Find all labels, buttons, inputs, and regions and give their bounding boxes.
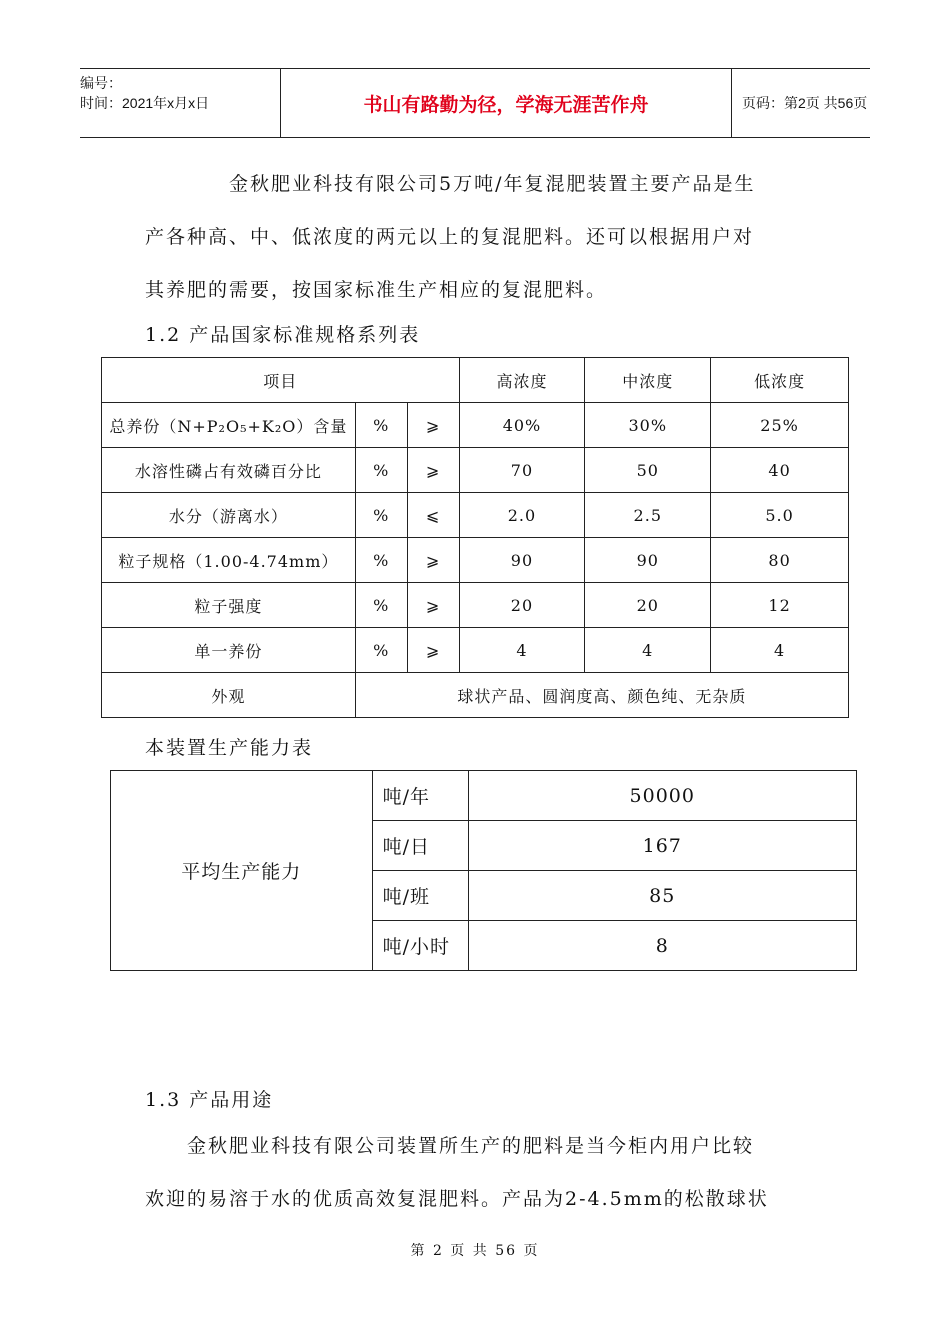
table-row (111, 771, 857, 821)
spec-operator: ⩽ (407, 493, 459, 538)
table-row (102, 583, 849, 628)
spec-operator: ⩾ (407, 628, 459, 673)
section-1-2-title: 1.2 产品国家标准规格系列表 (145, 324, 421, 346)
capacity-unit: 吨/日 (372, 821, 468, 871)
spec-header-high: 高浓度 (459, 358, 585, 403)
capacity-value: 167 (468, 821, 856, 871)
capacity-value: 8 (468, 921, 856, 971)
spec-high: 20 (459, 583, 585, 628)
intro-line: 其养肥的需要，按国家标准生产相应的复混肥料。 (145, 279, 608, 301)
spec-mid: 90 (585, 538, 711, 583)
spec-unit: % (355, 583, 407, 628)
spec-unit: % (355, 448, 407, 493)
document-header (80, 68, 870, 138)
spec-operator: ⩾ (407, 448, 459, 493)
spec-unit: % (355, 403, 407, 448)
spec-high: 4 (459, 628, 585, 673)
spec-name: 单一养份 (102, 628, 356, 673)
usage-line: 欢迎的易溶于水的优质高效复混肥料。产品为2-4.5mm的松散球状 (145, 1188, 769, 1210)
spec-unit: % (355, 493, 407, 538)
spec-high: 90 (459, 538, 585, 583)
spec-header-low: 低浓度 (711, 358, 849, 403)
header-page-code: 页码：第2页 共56页 (742, 95, 868, 111)
spec-header-mid: 中浓度 (585, 358, 711, 403)
spec-operator: ⩾ (407, 583, 459, 628)
spec-mid: 4 (585, 628, 711, 673)
spec-table (101, 357, 849, 718)
table-row (102, 403, 849, 448)
table-row (102, 628, 849, 673)
spec-high: 70 (459, 448, 585, 493)
table-row (102, 448, 849, 493)
table-row (102, 493, 849, 538)
page-footer: 第 2 页 共 56 页 (410, 1243, 540, 1259)
intro-line: 产各种高、中、低浓度的两元以上的复混肥料。还可以根据用户对 (145, 226, 755, 248)
spec-name: 水分（游离水） (102, 493, 356, 538)
spec-unit: % (355, 538, 407, 583)
spec-header-row (102, 358, 849, 403)
spec-low: 80 (711, 538, 849, 583)
spec-high: 2.0 (459, 493, 585, 538)
spec-header-item: 项目 (102, 358, 460, 403)
spec-unit: % (355, 628, 407, 673)
spec-name: 粒子强度 (102, 583, 356, 628)
header-meta (80, 69, 280, 137)
spec-name: 水溶性磷占有效磷百分比 (102, 448, 356, 493)
spec-mid: 30% (585, 403, 711, 448)
spec-name: 粒子规格（1.00-4.74mm） (102, 538, 356, 583)
capacity-unit: 吨/年 (372, 771, 468, 821)
spec-mid: 2.5 (585, 493, 711, 538)
document-time: 时间：2021年x月x日 (80, 95, 210, 111)
spec-appearance-value: 球状产品、圆润度高、颜色纯、无杂质 (355, 673, 848, 718)
usage-line: 金秋肥业科技有限公司装置所生产的肥料是当今柜内用户比较 (187, 1135, 755, 1157)
spec-low: 4 (711, 628, 849, 673)
header-motto: 书山有路勤为径，学海无涯苦作舟 (363, 93, 649, 116)
spec-operator: ⩾ (407, 403, 459, 448)
spec-mid: 50 (585, 448, 711, 493)
spec-high: 40% (459, 403, 585, 448)
spec-low: 5.0 (711, 493, 849, 538)
usage-paragraph (145, 1120, 805, 1226)
header-motto-cell (280, 69, 732, 137)
document-number-label: 编号： (80, 75, 122, 91)
spec-mid: 20 (585, 583, 711, 628)
capacity-title: 本装置生产能力表 (145, 737, 314, 759)
spec-low: 25% (711, 403, 849, 448)
section-1-3-title: 1.3 产品用途 (145, 1089, 274, 1111)
capacity-label: 平均生产能力 (111, 771, 373, 971)
capacity-value: 50000 (468, 771, 856, 821)
capacity-table (110, 770, 857, 971)
capacity-unit: 吨/小时 (372, 921, 468, 971)
spec-appearance-label: 外观 (102, 673, 356, 718)
spec-low: 40 (711, 448, 849, 493)
spec-name: 总养份（N+P₂O₅+K₂O）含量 (102, 403, 356, 448)
spec-operator: ⩾ (407, 538, 459, 583)
spec-appearance-row (102, 673, 849, 718)
intro-paragraph (145, 158, 805, 317)
table-row (102, 538, 849, 583)
capacity-unit: 吨/班 (372, 871, 468, 921)
capacity-value: 85 (468, 871, 856, 921)
spec-low: 12 (711, 583, 849, 628)
intro-line: 金秋肥业科技有限公司5万吨/年复混肥装置主要产品是生 (229, 173, 756, 195)
